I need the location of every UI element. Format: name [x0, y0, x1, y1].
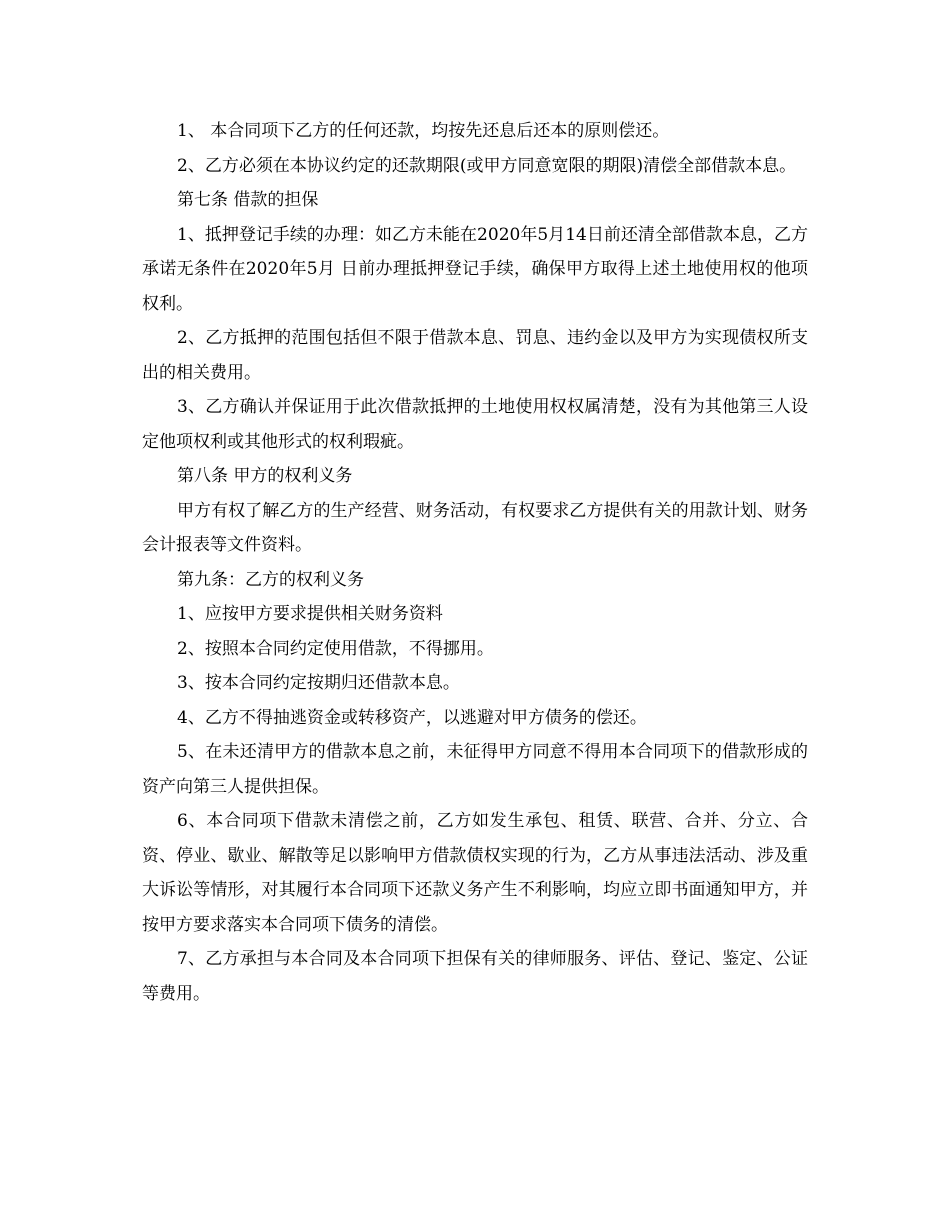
article-7-item-2: 2、乙方抵押的范围包括但不限于借款本息、罚息、违约金以及甲方为实现债权所支出的相关费用。 [142, 328, 808, 383]
article-9-item-2: 2、按照本合同约定使用借款，不得挪用。 [177, 638, 494, 659]
article-8-heading: 第八条 甲方的权利义务 [177, 466, 353, 486]
document-body [142, 114, 808, 1011]
article-9-item-5: 5、在未还清甲方的借款本息之前，未征得甲方同意不得用本合同项下的借款形成的资产向第三人提供担保。 [142, 742, 808, 797]
article-9-item-6: 6、本合同项下借款未清偿之前，乙方如发生承包、租赁、联营、合并、分立、合资、停业、歇业、解散等足以影响甲方借款债权实现的行为，乙方从事违法活动、涉及重大诉讼等情形，对其履行本合同项下还款义务产生不利影响，均应立即书面通知甲方，并按甲方要求落实本合同项下债务的清偿。 [142, 811, 808, 935]
article-7-item-1: 1、抵押登记手续的办理：如乙方未能在2020年5月14日前还清全部借款本息，乙方承诺无条件在2020年5月 日前办理抵押登记手续，确保甲方取得上述土地使用权的他项权利。 [142, 224, 808, 314]
article-8-body: 甲方有权了解乙方的生产经营、财务活动，有权要求乙方提供有关的用款计划、财务会计报表等文件资料。 [142, 500, 808, 555]
article-9-item-4: 4、乙方不得抽逃资金或转移资产，以逃避对甲方债务的偿还。 [177, 707, 647, 728]
article-7-item-3: 3、乙方确认并保证用于此次借款抵押的土地使用权权属清楚，没有为其他第三人设定他项权利或其他形式的权利瑕疵。 [142, 397, 808, 452]
article-9-heading: 第九条：乙方的权利义务 [177, 569, 364, 590]
clause-repayment-order: 1、 本合同项下乙方的任何还款，均按先还息后还本的原则偿还。 [177, 121, 670, 141]
article-9-item-1: 1、应按甲方要求提供相关财务资料 [177, 604, 443, 624]
article-9-item-7: 7、乙方承担与本合同及本合同项下担保有关的律师服务、评估、登记、鉴定、公证等费用。 [142, 949, 808, 1004]
clause-repayment-deadline: 2、乙方必须在本协议约定的还款期限(或甲方同意宽限的期限)清偿全部借款本息。 [177, 155, 797, 176]
article-7-heading: 第七条 借款的担保 [177, 190, 319, 210]
article-9-item-3: 3、按本合同约定按期归还借款本息。 [177, 673, 460, 693]
